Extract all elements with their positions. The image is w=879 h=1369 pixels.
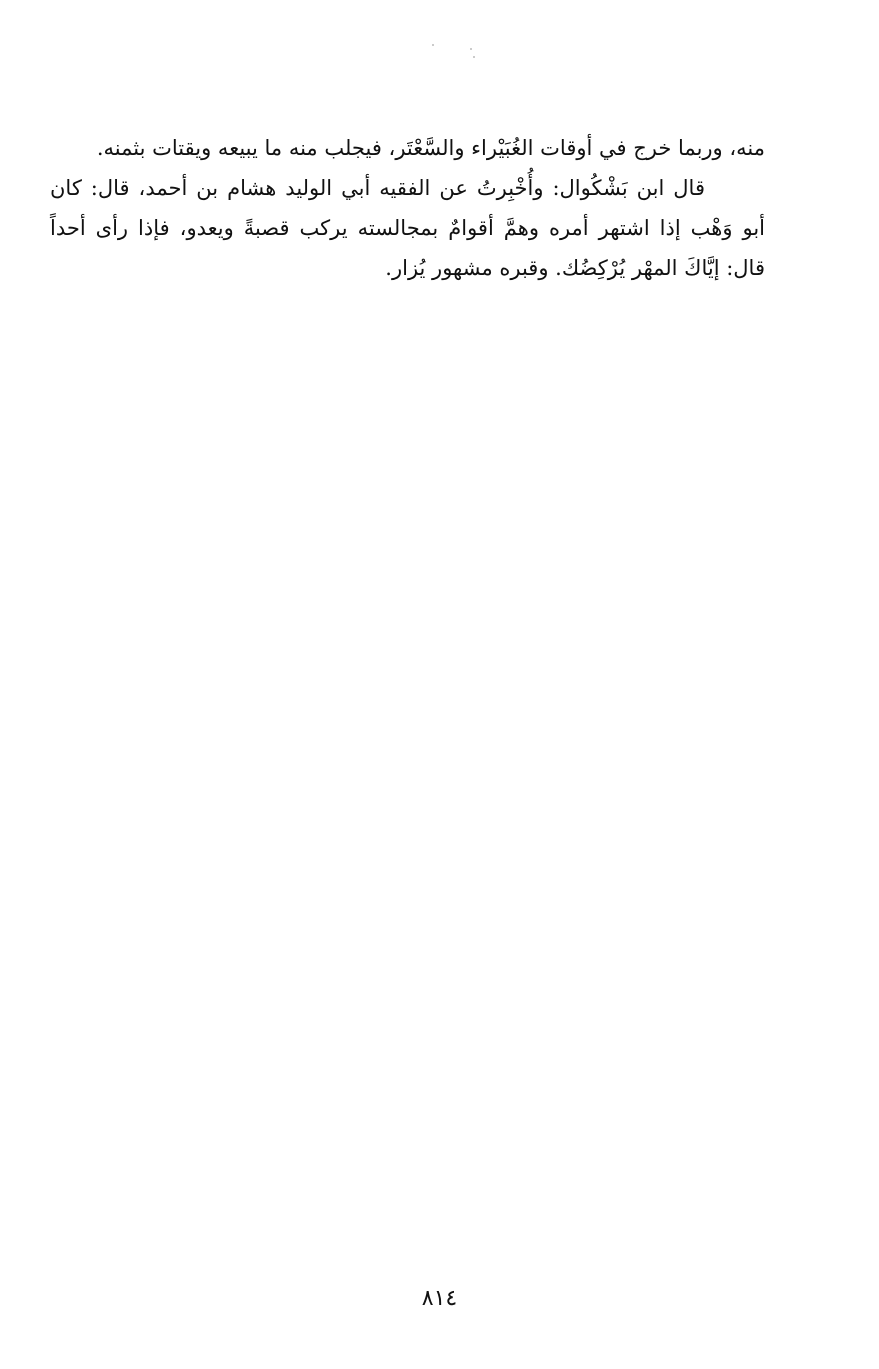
scan-speck [470, 48, 472, 50]
scan-speck [432, 44, 434, 46]
scan-speck [473, 56, 475, 58]
paragraph-ibn-bashkuwal: قال ابن بَشْكُوال: وأُخْبِرتُ عن الفقيه أبي الوليد هشام بن أحمد، قال: كان أبو وَهْب إذا اشتهر أمره وهمَّ أقوامٌ بمجالسته يركب قصبةً ويعدو، فإذا رأى أحداً قال: إيَّاكَ المهْر يُرْكِضُك. وقبره مشهور يُزار. [50, 176, 765, 280]
paragraph-continuation: منه، وربما خرج في أوقات الغُبَيْراء والسَّعْتَر، فيجلب منه ما يبيعه ويقتات بثمنه. [96, 136, 765, 160]
body-text [50, 128, 765, 288]
page-number: ٨١٤ [421, 1286, 458, 1311]
